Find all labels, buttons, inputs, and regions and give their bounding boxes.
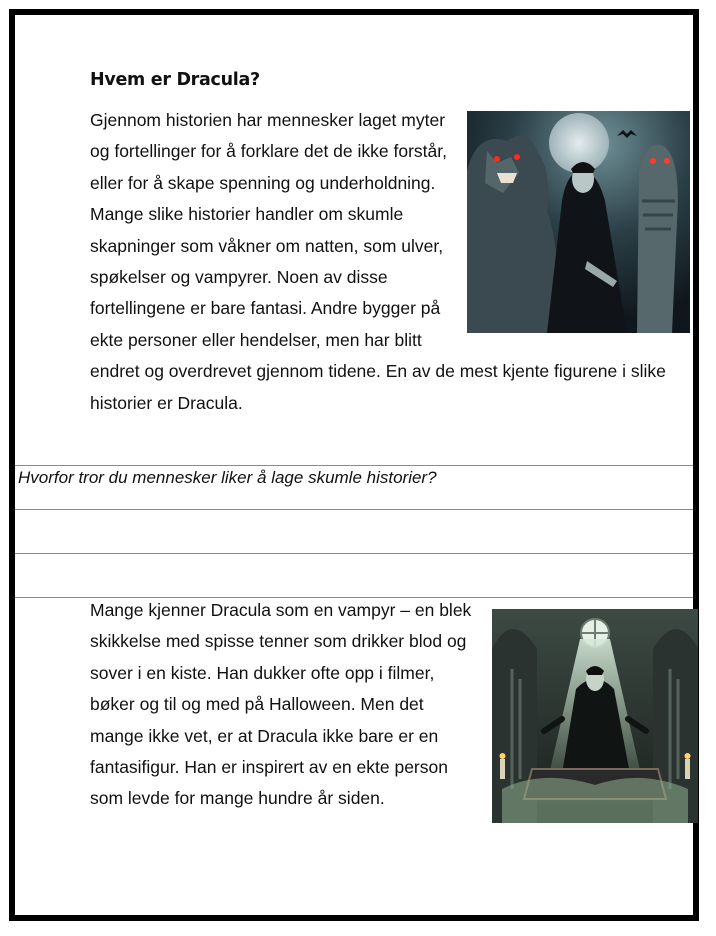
- monsters-illustration: [467, 111, 690, 333]
- answer-line[interactable]: [15, 553, 693, 554]
- intro-paragraph-text: Gjennom historien har mennesker laget myter og fortellinger for å forklare det de ikke forstår, eller for å skape spenning og underholdning. Mange slike historier handler om skumle skapninger som våkner om natten, som ulver, spøkelser og vampyrer. Noen av disse fortellingene er bare fantasi. Andre bygger på ekte personer eller hendelser, men har blitt endret og overdrevet gjennom tidene. En av de mest kjente figurene i slike historier er Dracula.: [90, 110, 666, 413]
- dracula-paragraph: [90, 595, 690, 823]
- page-title: Hvem er Dracula?: [90, 70, 260, 90]
- dracula-paragraph-text: Mange kjenner Dracula som en vampyr – en blek skikkelse med spisse tenner som drikker blod og sover i en kiste. Han dukker ofte opp i filmer, bøker og til og med på Halloween. Men det mange ikke vet, er at Dracula ikke bare er en fantasifigur. Han er inspirert av en ekte person som levde for mange hundre år siden.: [90, 600, 472, 809]
- reflection-question: Hvorfor tror du mennesker liker å lage skumle historier?: [18, 468, 437, 487]
- answer-line-top: [15, 465, 693, 466]
- dracula-coffin-illustration: [492, 609, 698, 823]
- intro-paragraph: [90, 105, 690, 419]
- answer-line[interactable]: [15, 509, 693, 510]
